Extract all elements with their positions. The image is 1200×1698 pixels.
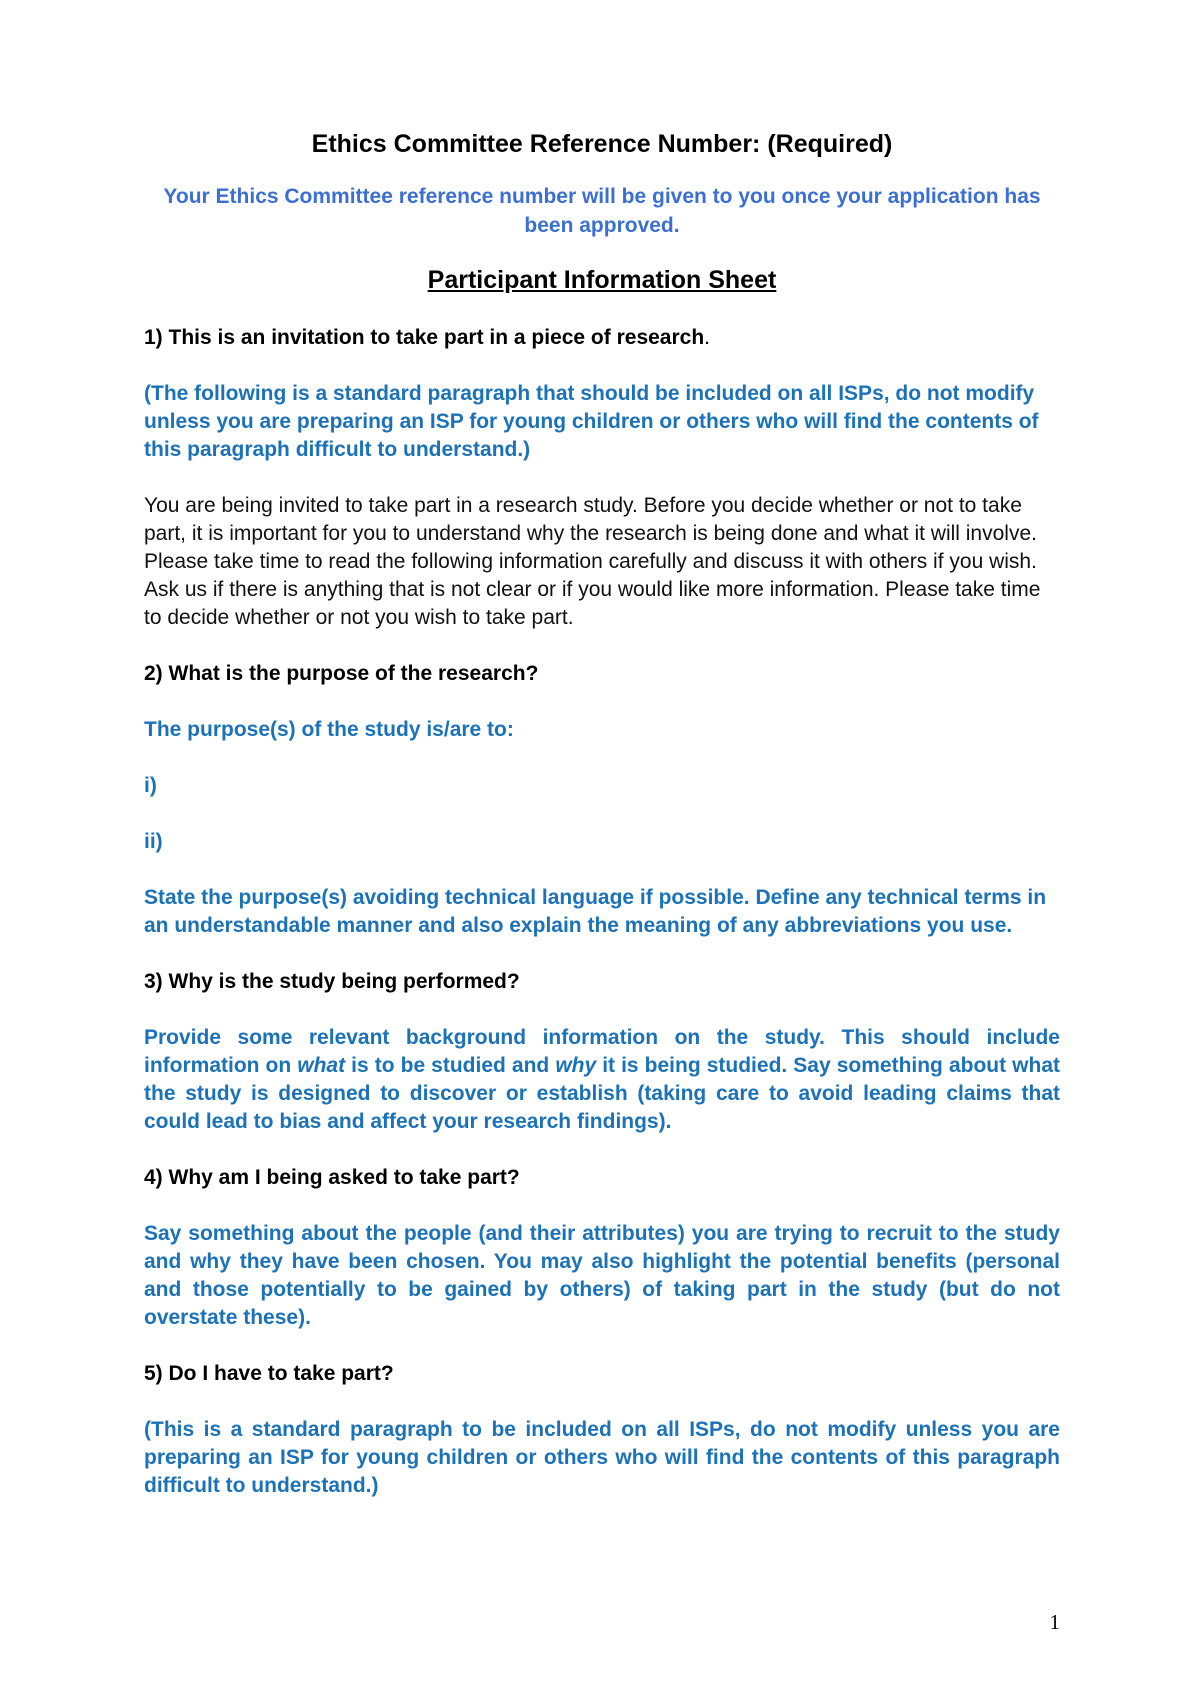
section-3-note [144, 1024, 1060, 1136]
section-2-intro: The purpose(s) of the study is/are to: [144, 718, 514, 741]
section-4-heading: 4) Why am I being asked to take part? [144, 1166, 520, 1189]
section-2-note: State the purpose(s) avoiding technical language if possible. Define any technical terms in an understandable manner and also explain the meaning of any abbreviations you use. [144, 886, 1047, 937]
section-1-heading-text: 1) This is an invitation to take part in a piece of research [144, 326, 705, 349]
section-1-heading [144, 324, 1060, 352]
section-3-note-b: is to be studied and [345, 1054, 556, 1077]
section-3-note-why: why [555, 1054, 597, 1077]
section-1-heading-trail: . [704, 326, 711, 349]
section-1-note: (The following is a standard paragraph that should be included on all ISPs, do not modify unless you are preparing an ISP for young children or others who will find the contents of this paragraph difficult to understand.) [144, 382, 1039, 461]
section-4-note: Say something about the people (and their attributes) you are trying to recruit to the study and why they have been chosen. You may also highlight the potential benefits (personal and those potentially to be gained by others) of taking part in the study (but do not overstate these). [144, 1222, 1060, 1329]
ethics-reference-title: Ethics Committee Reference Number: (Required) [311, 130, 893, 158]
document-page [144, 128, 1060, 1528]
section-3-heading: 3) Why is the study being performed? [144, 970, 520, 993]
ethics-reference-note: Your Ethics Committee reference number will be given to you once your application has been approved. [163, 185, 1041, 237]
section-5-note: (This is a standard paragraph to be included on all ISPs, do not modify unless you are preparing an ISP for young children or others who will find the contents of this paragraph difficult to understand.) [144, 1418, 1060, 1497]
section-3-note-a: Provide some relevant background information on the study. This should include information on [144, 1026, 1060, 1077]
page-number: 1 [1049, 1610, 1060, 1634]
section-1-body: You are being invited to take part in a research study. Before you decide whether or not to take part, it is important for you to understand why the research is being done and what it will involve. Please take time to read the following information carefully and discuss it with others if you wish. Ask us if there is anything that is not clear or if you would like more information. Please take time to decide whether or not you wish to take part. [144, 494, 1041, 629]
section-2-heading: 2) What is the purpose of the research? [144, 662, 539, 685]
section-2-item-2: ii) [144, 830, 163, 853]
sheet-title: Participant Information Sheet [427, 266, 777, 294]
section-5-heading: 5) Do I have to take part? [144, 1362, 394, 1385]
section-2-item-1: i) [144, 774, 157, 797]
section-3-note-what: what [297, 1054, 346, 1077]
section-3-note-c: it is being studied. Say something about what the study is designed to discover or establish (taking care to avoid leading claims that could lead to bias and affect your research findings). [144, 1054, 1060, 1133]
